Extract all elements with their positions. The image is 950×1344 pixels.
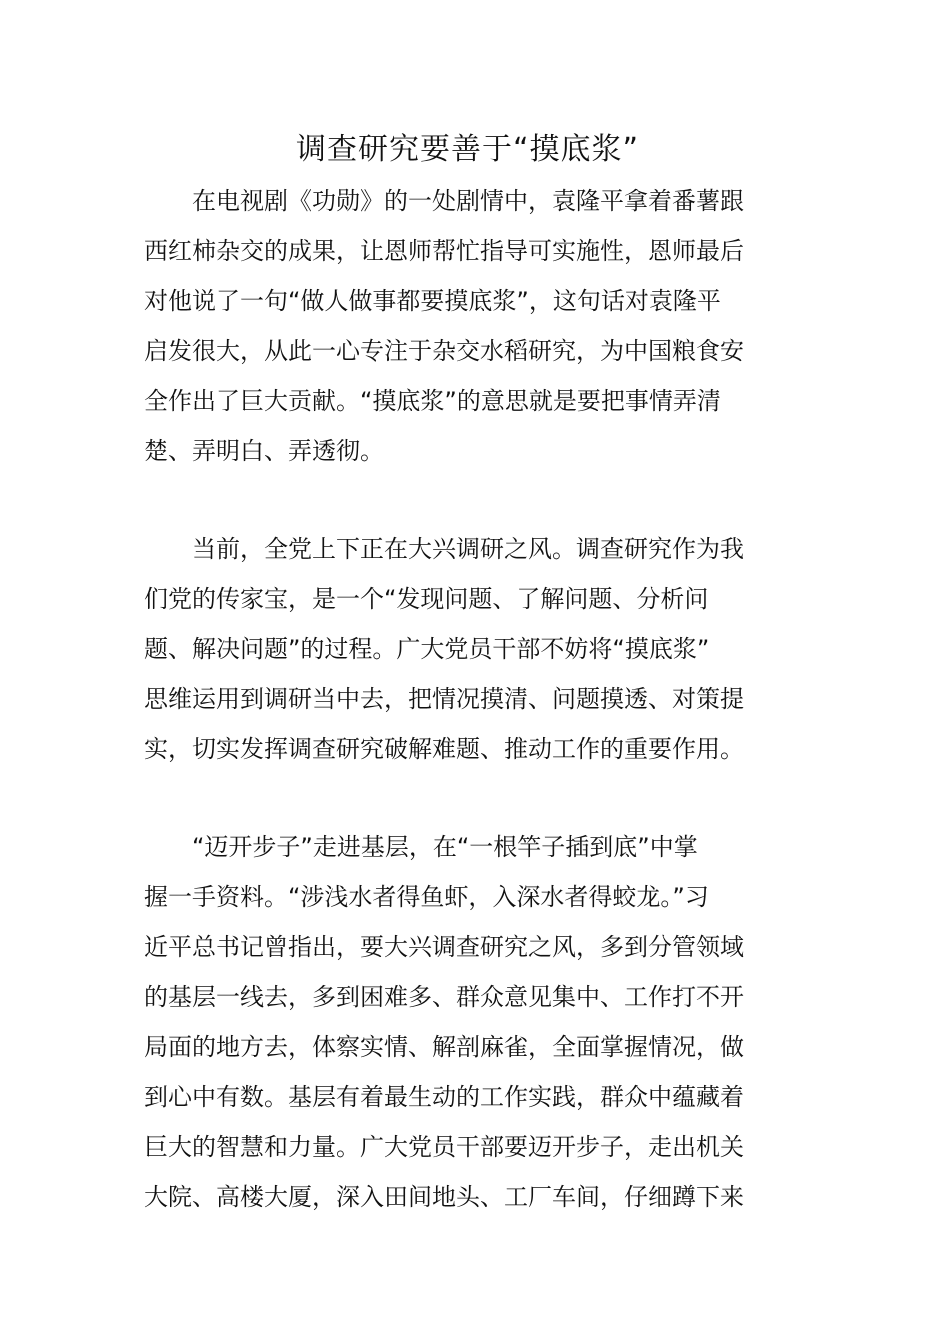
paragraph-line: 实，切实发挥调查研究破解难题、推动工作的重要作用。: [144, 735, 744, 763]
paragraph-3: [144, 822, 810, 1222]
paragraph-line: 题、解决问题”的过程。广大党员干部不妨将“摸底浆”: [144, 635, 710, 663]
paragraph-line: 到心中有数。基层有着最生动的工作实践，群众中蕴藏着: [144, 1083, 744, 1111]
paragraph-line: 的基层一线去，多到困难多、群众意见集中、工作打不开: [144, 983, 744, 1011]
paragraph-line: 对他说了一句“做人做事都要摸底浆”，这句话对袁隆平: [144, 287, 721, 315]
paragraph-line: 在电视剧《功勋》的一处剧情中，袁隆平拿着番薯跟: [144, 187, 744, 215]
paragraph-2: [144, 524, 810, 774]
paragraph-line: 全作出了巨大贡献。“摸底浆”的意思就是要把事情弄清: [144, 387, 721, 415]
paragraph-line: “迈开步子”走进基层，在“一根竿子插到底”中掌: [144, 833, 698, 861]
paragraph-line: 启发很大，从此一心专注于杂交水稻研究，为中国粮食安: [144, 337, 744, 365]
paragraph-line: 大院、高楼大厦，深入田间地头、工厂车间，仔细蹲下来: [144, 1183, 744, 1211]
paragraph-line: 们党的传家宝，是一个“发现问题、了解问题、分析问: [144, 585, 709, 613]
paragraph-line: 思维运用到调研当中去，把情况摸清、问题摸透、对策提: [144, 685, 744, 713]
paragraph-line: 当前，全党上下正在大兴调研之风。调查研究作为我: [144, 535, 744, 563]
paragraph-line: 巨大的智慧和力量。广大党员干部要迈开步子，走出机关: [144, 1133, 744, 1161]
paragraph-1: [144, 176, 810, 476]
paragraph-line: 近平总书记曾指出，要大兴调查研究之风，多到分管领域: [144, 933, 744, 961]
paragraph-line: 西红柿杂交的成果，让恩师帮忙指导可实施性，恩师最后: [144, 237, 744, 265]
paragraph-line: 握一手资料。“涉浅水者得鱼虾，入深水者得蛟龙。”习: [144, 883, 709, 911]
paragraph-line: 局面的地方去，体察实情、解剖麻雀，全面掌握情况，做: [144, 1033, 744, 1061]
document-title: 调查研究要善于“摸底浆”: [295, 132, 640, 167]
paragraph-line: 楚、弄明白、弄透彻。: [144, 437, 384, 465]
